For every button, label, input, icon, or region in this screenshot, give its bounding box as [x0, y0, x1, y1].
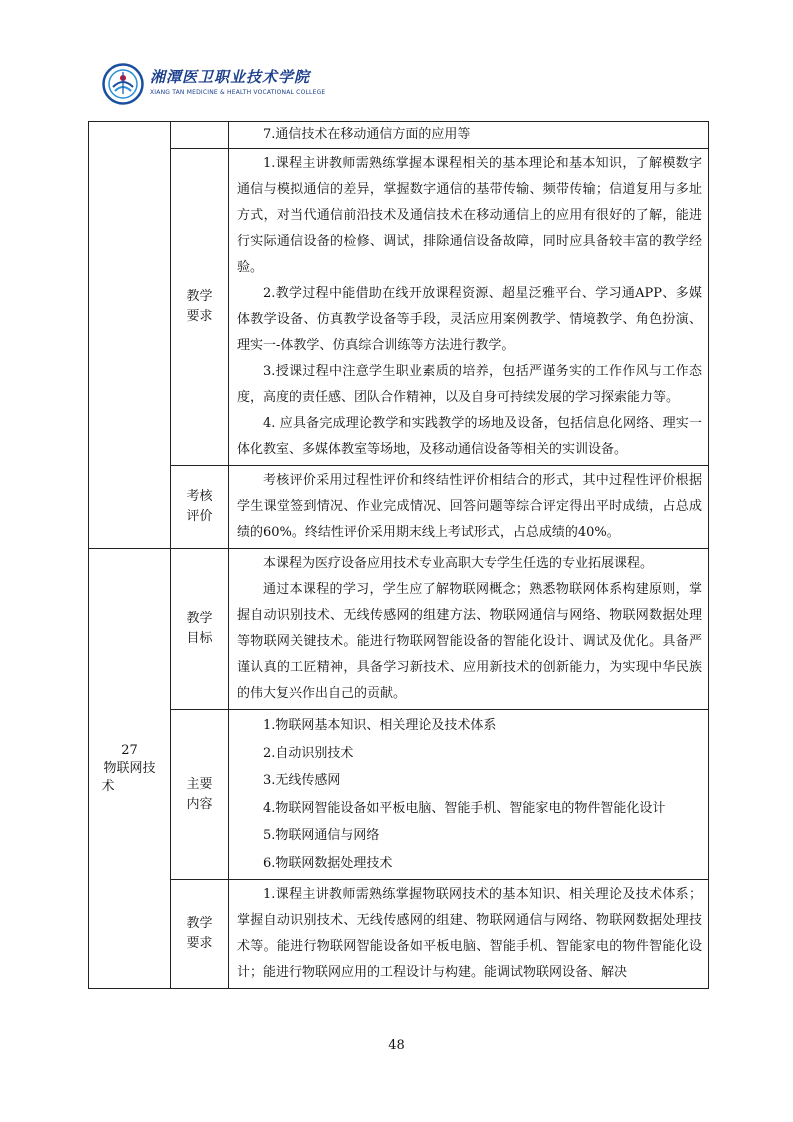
content-item-6: 6.物联网数据处理技术 [263, 855, 393, 871]
requirement-4: 4. 应具备完成理论教学和实践教学的场地及设备，包括信息化网络、理实一体化教室、多媒体教室等场地，及移动通信设备等相关的实训设备。 [237, 416, 702, 457]
content-item-2: 2.自动识别技术 [263, 745, 354, 761]
objectives-cell [229, 549, 709, 710]
page-number: 48 [388, 1038, 405, 1053]
school-name-en: XIANG TAN MEDICINE & HEALTH VOCATIONAL COLLEGE [150, 89, 326, 96]
page-header [102, 60, 402, 110]
content-tail-cell [229, 122, 709, 149]
content-item-4: 4.物联网智能设备如平板电脑、智能手机、智能家电的物件智能化设计 [263, 800, 666, 816]
requirements-cell [229, 149, 709, 466]
school-name: 湘潭医卫职业技术学院 [150, 68, 311, 86]
table-row [89, 880, 709, 989]
table-row [89, 549, 709, 710]
requirement-3: 3.授课过程中注意学生职业素质的培养，包括严谨务实的工作作风与工作态度，高度的责任感、团队合作精神，以及自身可持续发展的学习探索能力等。 [237, 364, 702, 405]
table-row [89, 122, 709, 149]
assessment-cell [229, 466, 709, 549]
prev-course-cell [89, 122, 171, 549]
requirements-label: 教学 要求 [171, 149, 229, 466]
blank-label-cell [171, 122, 229, 149]
course-requirement-1: 1.课程主讲教师需熟练掌握物联网技术的基本知识、相关理论及技术体系；掌握自动识别技术、无线传感网的组建、物联网通信与网络、物联网数据处理技术等。能进行物联网智能设备如平板电脑、智能手机、智能家电的物件智能化设计；能进行物联网应用的工程设计与构建。能调试物联网设备、解决 [237, 887, 702, 980]
objective-2: 通过本课程的学习，学生应了解物联网概念；熟悉物联网体系构建原则，掌握自动识别技术、无线传感网的组建方法、物联网通信与网络、物联网数据处理等物联网关键技术。能进行物联网智能设备的智能化设计、调试及优化。具备严谨认真的工匠精神，具备学习新技术、应用新技术的创新能力，为实现中华民族的伟大复兴作出自己的贡献。 [237, 582, 702, 701]
course-name-line1: 物联网技 [103, 760, 156, 776]
course-number: 27 [121, 742, 138, 758]
content-cell [229, 710, 709, 880]
requirement-2: 2.教学过程中能借助在线开放课程资源、超星泛雅平台、学习通APP、多媒体教学设备、仿真教学设备等手段，灵活应用案例教学、情境教学、角色扮演、理实一-体教学、仿真综合训练等方法进行教学。 [237, 286, 702, 353]
assessment-label: 考核 评价 [171, 466, 229, 549]
table-row [89, 466, 709, 549]
course-requirements-label: 教学 要求 [171, 880, 229, 989]
course-name-cell [89, 549, 171, 989]
content-tail: 7.通信技术在移动通信方面的应用等 [263, 127, 471, 142]
assessment-text: 考核评价采用过程性评价和终结性评价相结合的形式，其中过程性评价根据学生课堂签到情况、作业完成情况、回答问题等综合评定得出平时成绩，占总成绩的60%。终结性评价采用期末线上考试形式，占总成绩的40%。 [237, 473, 702, 540]
requirement-1: 1.课程主讲教师需熟练掌握本课程相关的基本理论和基本知识，了解模数字通信与模拟通信的差异，掌握数字通信的基带传输、频带传输；信道复用与多址方式，对当代通信前沿技术及通信技术在移动通信上的应用有很好的了解，能进行实际通信设备的检修、调试，排除通信设备故障，同时应具备较丰富的教学经验。 [237, 156, 702, 275]
content-label: 主要 内容 [171, 710, 229, 880]
content-item-5: 5.物联网通信与网络 [263, 828, 380, 843]
course-requirements-cell [229, 880, 709, 989]
content-item-3: 3.无线传感网 [263, 773, 341, 788]
course-name-line2: 术 [101, 778, 115, 794]
objective-1: 本课程为医疗设备应用技术专业高职大专学生任选的专业拓展课程。 [263, 556, 654, 571]
course-table [88, 121, 709, 989]
table-row [89, 710, 709, 880]
table-row [89, 149, 709, 466]
content-item-1: 1.物联网基本知识、相关理论及技术体系 [263, 718, 497, 733]
objectives-label: 教学 目标 [171, 549, 229, 710]
school-emblem-icon [102, 63, 144, 105]
